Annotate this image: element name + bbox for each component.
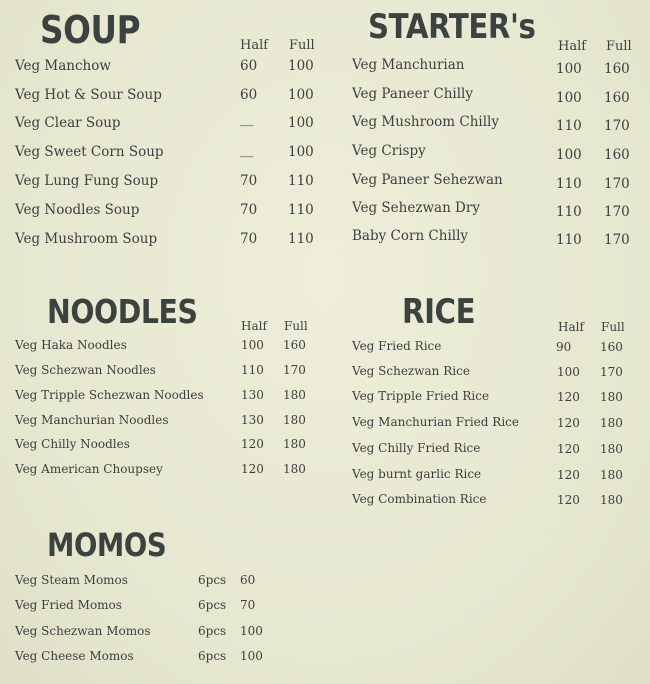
item-half-price: 110: [241, 363, 264, 377]
item-full-price: 170: [604, 176, 630, 192]
item-name: Veg Manchurian Noodles: [15, 413, 169, 427]
item-half-price: __: [240, 111, 254, 127]
item-name: Veg Chilly Fried Rice: [352, 441, 481, 455]
item-full-price: 170: [600, 365, 623, 379]
item-name: Veg Hot & Sour Soup: [15, 87, 162, 103]
item-full-price: 180: [600, 493, 623, 507]
item-name: Baby Corn Chilly: [352, 228, 469, 244]
item-full-price: 180: [600, 442, 623, 456]
item-full-price: 110: [288, 231, 314, 247]
item-full-price: 180: [600, 416, 623, 430]
item-half-price: 100: [556, 61, 582, 77]
item-quantity: 6pcs: [198, 649, 227, 663]
item-full-price: 180: [600, 468, 623, 482]
item-name: Veg Schezwan Noodles: [15, 363, 156, 377]
item-name: Veg Tripple Schezwan Noodles: [15, 388, 204, 402]
item-price: 60: [240, 573, 256, 587]
item-half-price: 130: [241, 413, 264, 427]
item-half-price: __: [240, 142, 254, 158]
item-name: Veg Paneer Chilly: [352, 86, 473, 102]
item-half-price: 110: [556, 204, 582, 220]
item-half-price: 120: [241, 462, 264, 476]
rice-title: RICE: [402, 292, 476, 332]
item-name: Veg Noodles Soup: [15, 202, 140, 218]
item-half-price: 70: [240, 202, 258, 218]
item-half-price: 120: [557, 390, 580, 404]
item-name: Veg Clear Soup: [15, 115, 121, 131]
item-name: Veg Lung Fung Soup: [15, 173, 159, 189]
item-full-price: 170: [283, 363, 306, 377]
item-name: Veg Sweet Corn Soup: [15, 144, 164, 160]
item-half-price: 110: [556, 232, 582, 248]
soup-half-header: Half: [240, 38, 269, 53]
item-half-price: 70: [240, 173, 258, 189]
item-name: Veg Tripple Fried Rice: [352, 389, 490, 403]
item-full-price: 100: [288, 144, 314, 160]
starters-full-header: Full: [606, 39, 632, 54]
starters-title: STARTER's: [368, 7, 536, 47]
item-full-price: 180: [600, 390, 623, 404]
item-half-price: 120: [557, 442, 580, 456]
item-half-price: 90: [556, 340, 572, 354]
item-full-price: 180: [283, 388, 306, 402]
rice-half-header: Half: [558, 320, 584, 334]
item-full-price: 160: [604, 147, 630, 163]
item-quantity: 6pcs: [198, 598, 227, 612]
rice-full-header: Full: [601, 320, 625, 334]
item-half-price: 60: [240, 58, 258, 74]
item-half-price: 60: [240, 87, 258, 103]
noodles-title: NOODLES: [47, 292, 198, 331]
item-half-price: 110: [556, 176, 582, 192]
item-half-price: 100: [556, 90, 582, 106]
item-full-price: 170: [604, 232, 630, 248]
item-full-price: 160: [283, 338, 306, 352]
item-half-price: 100: [557, 365, 580, 379]
item-price: 70: [240, 598, 256, 612]
item-quantity: 6pcs: [198, 573, 227, 587]
momos-title: MOMOS: [47, 526, 167, 564]
item-price: 100: [240, 649, 263, 663]
item-name: Veg Schezwan Momos: [15, 624, 151, 638]
item-half-price: 70: [240, 231, 258, 247]
item-full-price: 160: [600, 340, 623, 354]
item-full-price: 100: [288, 115, 314, 131]
item-name: Veg Steam Momos: [15, 573, 128, 587]
item-full-price: 100: [288, 58, 314, 74]
item-full-price: 160: [604, 90, 630, 106]
item-name: Veg Fried Rice: [352, 339, 442, 353]
item-price: 100: [240, 624, 263, 638]
item-full-price: 110: [288, 202, 314, 218]
item-half-price: 120: [557, 493, 580, 507]
item-full-price: 180: [283, 462, 306, 476]
item-name: Veg Mushroom Soup: [15, 231, 158, 247]
item-name: Veg Sehezwan Dry: [352, 200, 480, 216]
item-name: Veg Haka Noodles: [15, 338, 127, 352]
item-full-price: 170: [604, 204, 630, 220]
noodles-full-header: Full: [284, 319, 308, 333]
item-name: Veg Manchow: [15, 58, 111, 74]
noodles-half-header: Half: [241, 319, 267, 333]
item-half-price: 100: [241, 338, 264, 352]
item-half-price: 120: [241, 437, 264, 451]
item-half-price: 130: [241, 388, 264, 402]
item-name: Veg Schezwan Rice: [352, 364, 470, 378]
item-name: Veg Fried Momos: [15, 598, 122, 612]
item-quantity: 6pcs: [198, 624, 227, 638]
soup-title: SOUP: [40, 8, 141, 52]
item-half-price: 110: [556, 118, 582, 134]
item-full-price: 180: [283, 413, 306, 427]
item-full-price: 100: [288, 87, 314, 103]
item-name: Veg Chilly Noodles: [15, 437, 130, 451]
item-name: Veg Crispy: [352, 143, 426, 159]
item-half-price: 100: [556, 147, 582, 163]
item-half-price: 120: [557, 416, 580, 430]
item-name: Veg American Choupsey: [15, 462, 163, 476]
item-half-price: 120: [557, 468, 580, 482]
item-full-price: 180: [283, 437, 306, 451]
item-name: Veg Cheese Momos: [15, 649, 134, 663]
item-name: Veg burnt garlic Rice: [352, 467, 482, 481]
item-name: Veg Manchurian Fried Rice: [352, 415, 519, 429]
starters-half-header: Half: [558, 39, 587, 54]
item-full-price: 110: [288, 173, 314, 189]
item-name: Veg Combination Rice: [352, 492, 487, 506]
item-name: Veg Manchurian: [352, 57, 465, 73]
item-name: Veg Paneer Sehezwan: [352, 172, 503, 188]
soup-full-header: Full: [289, 38, 315, 53]
item-full-price: 160: [604, 61, 630, 77]
item-full-price: 170: [604, 118, 630, 134]
item-name: Veg Mushroom Chilly: [352, 114, 499, 130]
